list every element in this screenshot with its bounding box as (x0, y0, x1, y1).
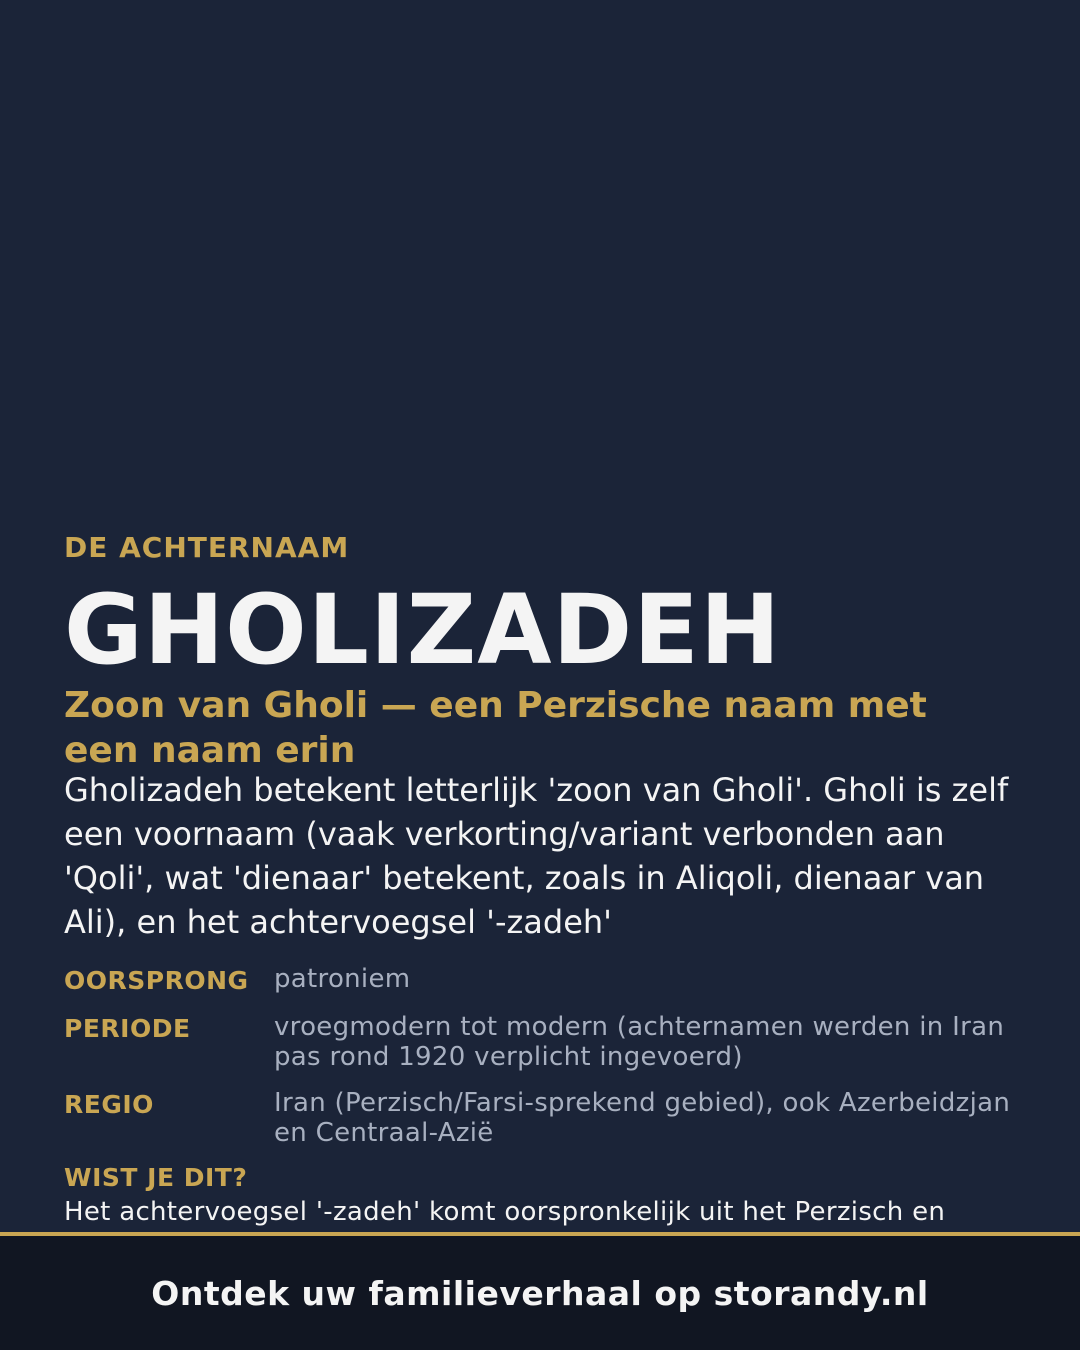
fact-region (64, 1088, 1016, 1148)
facts-list (64, 964, 1016, 1164)
surname-subtitle: Zoon van Gholi — een Perzische naam met een naam erin (64, 685, 927, 771)
surname-title: GHOLIZADEH (64, 574, 782, 686)
surname-description: Gholizadeh betekent letterlijk 'zoon van Gholi'. Gholi is zelf een voornaam (vaak verkorting/variant verbonden aan 'Qoli', wat 'dienaar' betekent, zoals in Aliqoli, dienaar van Ali), en het achtervoegsel '-zadeh' (64, 771, 1009, 941)
fact-label: PERIODE (64, 1014, 191, 1043)
surname-card (64, 0, 1016, 1232)
fact-label: OORSPRONG (64, 966, 249, 995)
footer-banner (0, 1232, 1080, 1350)
eyebrow-label: DE ACHTERNAAM (64, 531, 350, 564)
did-you-know (64, 1162, 1016, 1228)
did-you-know-label: WIST JE DIT? (64, 1163, 248, 1192)
fact-origin (64, 964, 1016, 996)
fact-value: vroegmodern tot modern (achternamen werden in Iran pas rond 1920 verplicht ingevoerd) (274, 1012, 1005, 1072)
fact-value: Iran (Perzisch/Farsi-sprekend gebied), ook Azerbeidzjan en Centraal-Azië (274, 1088, 1011, 1148)
footer-cta: Ontdek uw familieverhaal op storandy.nl (151, 1273, 929, 1313)
fact-value: patroniem (274, 964, 411, 994)
fact-period (64, 1012, 1016, 1072)
did-you-know-text: Het achtervoegsel '-zadeh' komt oorspronkelijk uit het Perzisch en (64, 1197, 946, 1227)
fact-label: REGIO (64, 1090, 154, 1119)
